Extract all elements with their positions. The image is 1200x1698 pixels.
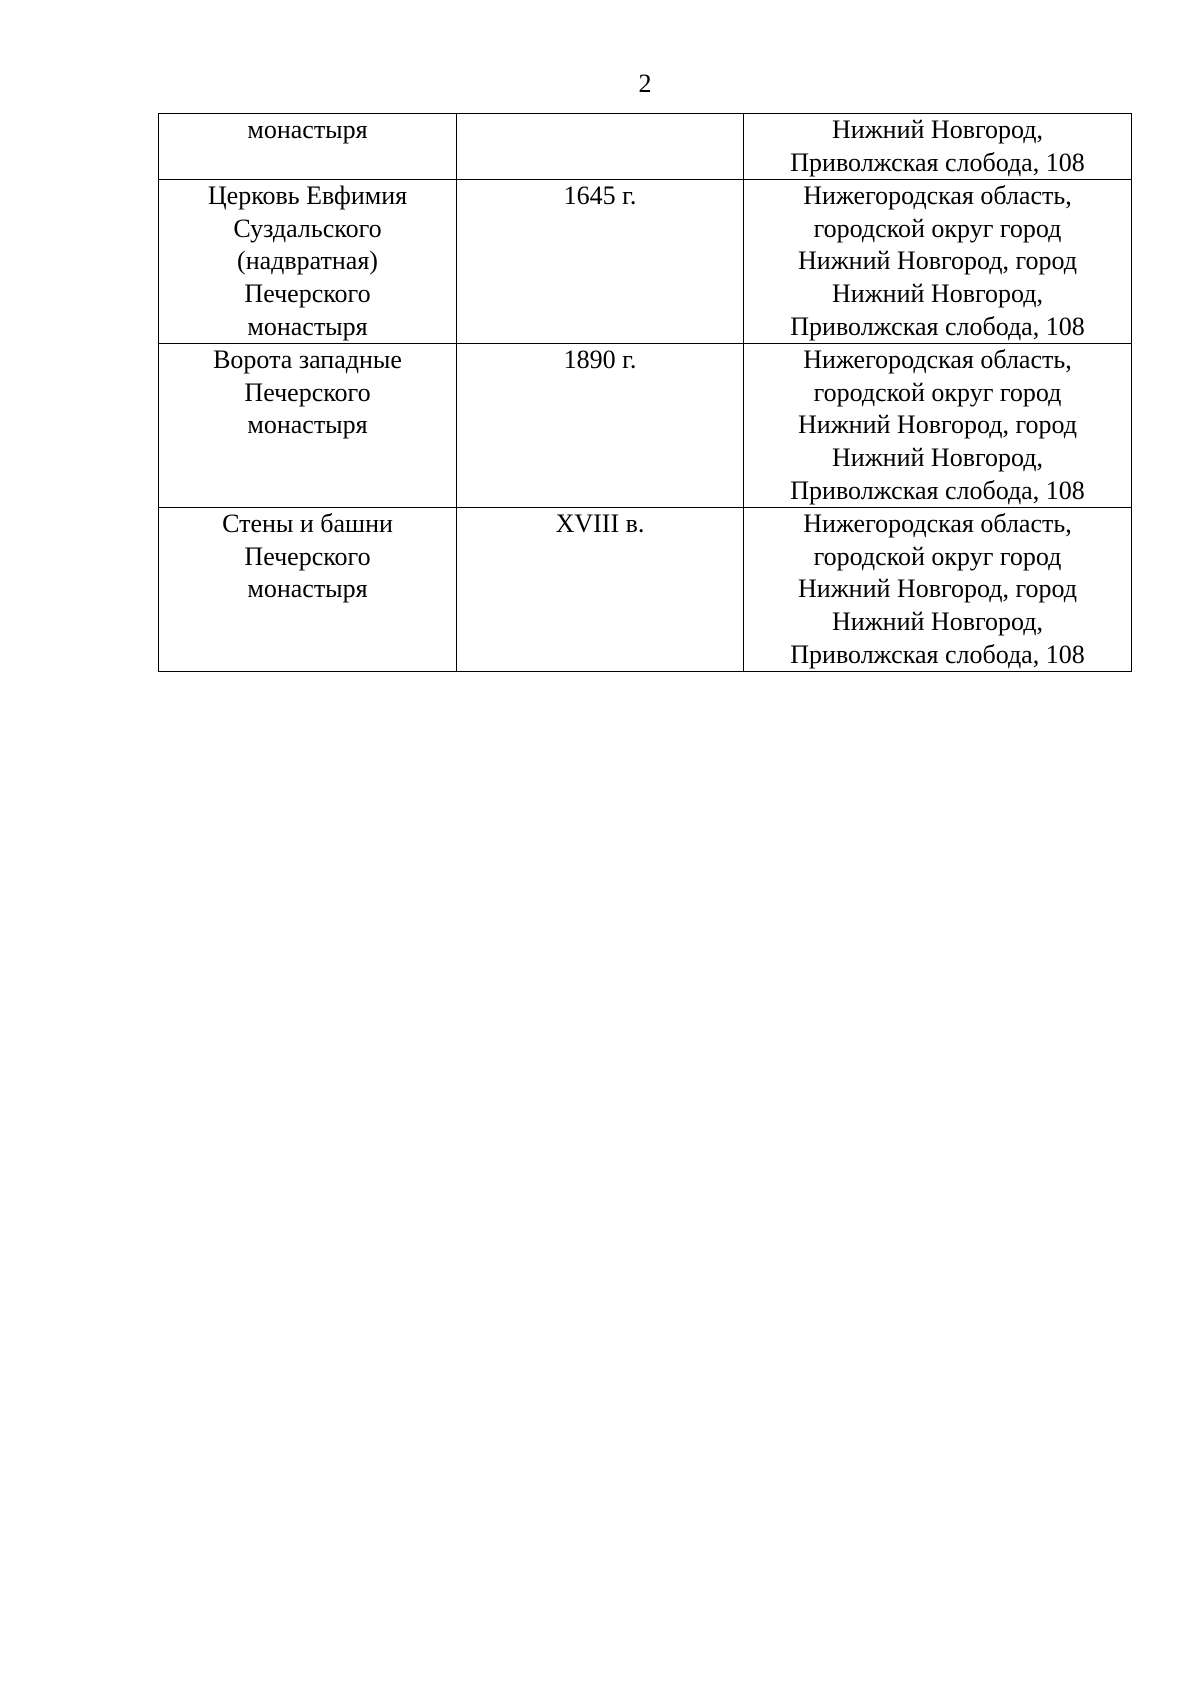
object-address-line: Нижний Новгород,: [832, 278, 1043, 308]
heritage-objects-table: [158, 113, 1132, 672]
object-address-cell: [744, 114, 1132, 180]
object-address-line: Приволжская слобода, 108: [790, 475, 1085, 505]
object-address-line: Нижний Новгород, город: [798, 246, 1077, 276]
object-name-cell: [159, 508, 457, 672]
object-address-line: Нижний Новгород,: [832, 115, 1043, 144]
object-name-line: Суздальского: [233, 213, 382, 243]
object-name-cell: [159, 114, 457, 180]
object-name-line: Ворота западные: [213, 345, 402, 375]
object-date-cell: XVIII в.: [457, 508, 744, 672]
object-address-line: Нижегородская область,: [803, 181, 1072, 211]
table-row: [159, 180, 1132, 344]
object-address-line: Нижний Новгород,: [832, 442, 1043, 472]
object-date-cell: 1645 г.: [457, 180, 744, 344]
object-address-line: Приволжская слобода, 108: [790, 147, 1085, 177]
object-address-line: городской округ город: [813, 377, 1062, 407]
object-name-line: монастыря: [247, 115, 368, 144]
object-name-line: монастыря: [247, 574, 368, 604]
object-name-line: монастыря: [247, 311, 368, 341]
object-address-line: Нижний Новгород,: [832, 606, 1043, 636]
object-address-line: городской округ город: [813, 541, 1062, 571]
object-date-cell: 1890 г.: [457, 344, 744, 508]
object-address-line: Приволжская слобода, 108: [790, 311, 1085, 341]
object-name-cell: [159, 180, 457, 344]
object-address-line: городской округ город: [813, 213, 1062, 243]
object-address-line: Нижний Новгород, город: [798, 574, 1077, 604]
object-address-cell: [744, 508, 1132, 672]
object-name-line: Печерского: [244, 377, 371, 407]
object-address-cell: [744, 344, 1132, 508]
object-address-line: Нижегородская область,: [803, 345, 1072, 375]
object-name-line: (надвратная): [237, 246, 378, 276]
object-date-cell: [457, 114, 744, 180]
object-name-line: Церковь Евфимия: [207, 181, 408, 211]
table-row: [159, 114, 1132, 180]
object-address-line: Приволжская слобода, 108: [790, 639, 1085, 669]
object-address-line: Нижний Новгород, город: [798, 410, 1077, 440]
object-name-cell: [159, 344, 457, 508]
table-row: [159, 344, 1132, 508]
object-address-cell: [744, 180, 1132, 344]
table-row: [159, 508, 1132, 672]
object-name-line: Стены и башни: [222, 509, 393, 539]
object-name-line: монастыря: [247, 410, 368, 440]
object-name-line: Печерского: [244, 541, 371, 571]
object-name-line: Печерского: [244, 278, 371, 308]
object-address-line: Нижегородская область,: [803, 509, 1072, 539]
page-number: 2: [638, 69, 652, 98]
